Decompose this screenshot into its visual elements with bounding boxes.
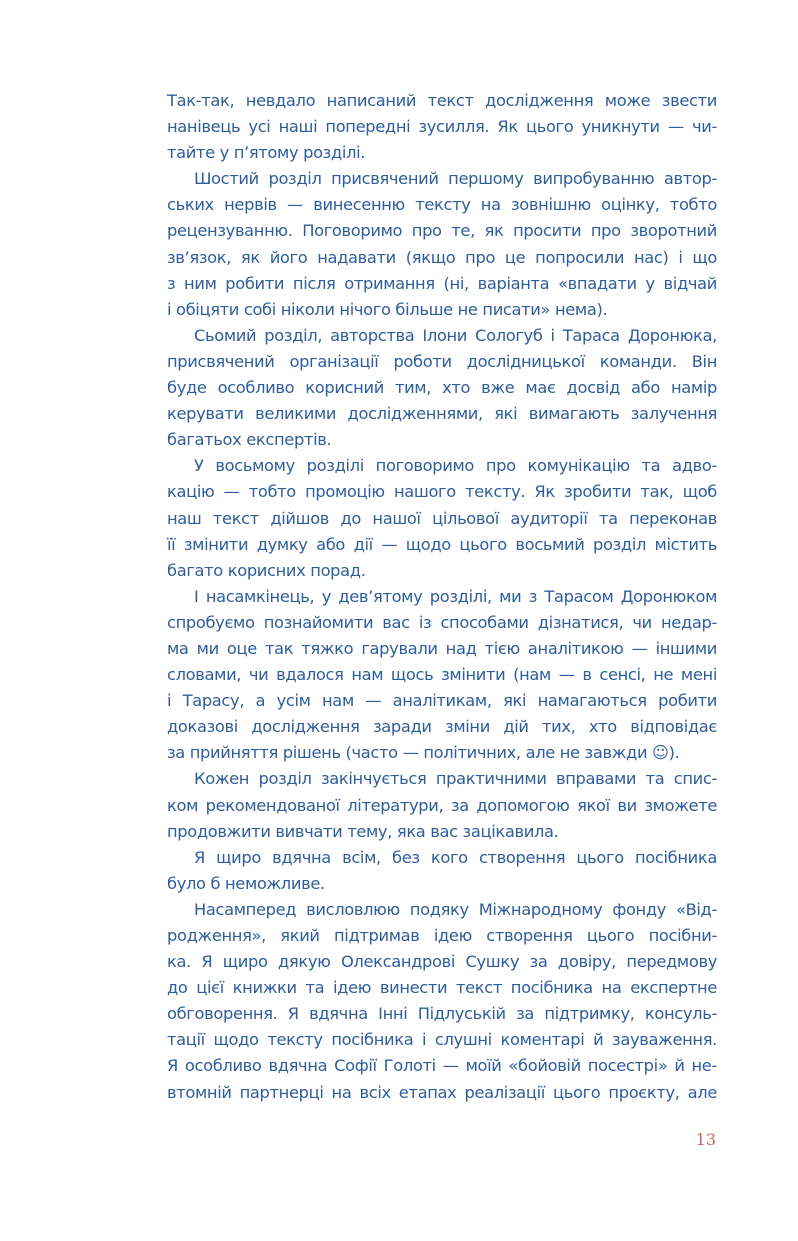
text-line: Я щиро вдячна всім, без кого створення цього посібника	[194, 847, 717, 867]
text-line: Сьомий розділ, авторства Ілони Сологуб і Тараса Доронюка,	[194, 325, 717, 345]
text-line: багатьох експертів.	[167, 430, 332, 450]
text-line: керувати великими дослідженнями, які вимагають залучення	[167, 404, 717, 424]
text-line: доказові дослідження заради зміни дій тих, хто відповідає	[167, 717, 717, 737]
text-line: обговорення. Я вдячна Інні Підлуській за підтримку, консуль-	[167, 1004, 717, 1024]
text-line: Насамперед висловлюю подяку Міжнародному фонду «Від-	[194, 899, 717, 919]
paragraph	[167, 323, 717, 453]
paragraph	[167, 766, 717, 844]
text-line: нанівець усі наші попередні зусилля. Як цього уникнути — чи-	[167, 117, 717, 137]
text-line: до цієї книжки та ідею винести текст посібника на експертне	[167, 978, 717, 998]
text-line: і Тарасу, а усім нам — аналітикам, які намагаються робити	[167, 691, 717, 711]
text-line: наш текст дійшов до нашої цільової аудиторії та переконав	[167, 508, 717, 528]
text-line: багато корисних порад.	[167, 560, 366, 580]
text-line: буде особливо корисний тим, хто вже має досвід або намір	[167, 378, 717, 398]
text-line: рецензуванню. Поговоримо про те, як просити про зворотний	[167, 221, 717, 241]
text-line: Кожен розділ закінчується практичними вправами та спис-	[194, 769, 717, 789]
text-line: тайте у п’ятому розділі.	[167, 143, 366, 163]
text-line: словами, чи вдалося нам щось змінити (нам — в сенсі, не мені	[167, 665, 717, 685]
text-line: кацію — тобто промоцію нашого тексту. Як зробити так, щоб	[167, 482, 717, 502]
text-line: ком рекомендованої літератури, за допомогою якої ви зможете	[167, 795, 717, 815]
text-line: було б неможливе.	[167, 873, 325, 893]
text-line: ських нервів — винесенню тексту на зовнішню оцінку, тобто	[167, 195, 717, 215]
text-line: ма ми оце так тяжко гарували над тією аналітикою — іншими	[167, 638, 717, 658]
paragraph	[167, 88, 717, 166]
paragraph	[167, 584, 717, 767]
document-body	[167, 88, 717, 1106]
text-line: Так-так, невдало написаний текст дослідження може звести	[167, 91, 717, 110]
text-line: за прийняття рішень (часто — політичних, але не завжди ☺).	[167, 743, 680, 763]
text-line: ка. Я щиро дякую Олександрові Сушку за довіру, передмову	[167, 952, 717, 972]
text-line: продовжити вивчати тему, яка вас зацікавила.	[167, 821, 559, 841]
paragraph	[167, 166, 717, 323]
text-line: її змінити думку або дії — щодо цього восьмий розділ містить	[167, 534, 717, 554]
text-line: Я особливо вдячна Софії Голоті — моїй «бойовій посестрі» й не-	[167, 1056, 717, 1076]
paragraph	[167, 897, 717, 1106]
text-line: Шостий розділ присвячений першому випробуванню автор-	[194, 169, 717, 189]
text-line: втомній партнерці на всіх етапах реалізації цього проєкту, але	[167, 1082, 717, 1102]
text-line: присвячений організації роботи дослідницької команди. Він	[167, 351, 717, 371]
page-number: 13	[695, 1130, 716, 1149]
text-line: з ним робити після отримання (ні, варіанта «впадати у відчай	[167, 273, 717, 293]
text-line: тації щодо тексту посібника і слушні коментарі й зауваження.	[167, 1030, 717, 1050]
text-line: спробуємо познайомити вас із способами дізнатися, чи недар-	[167, 612, 717, 632]
text-line: родження», який підтримав ідею створення цього посібни-	[167, 926, 717, 945]
paragraph	[167, 453, 717, 583]
text-line: і обіцяти собі ніколи нічого більше не писати» нема).	[167, 299, 608, 319]
text-line: зв’язок, як його надавати (якщо про це попросили нас) і що	[167, 247, 717, 267]
paragraph	[167, 845, 717, 897]
text-line: І насамкінець, у дев’ятому розділі, ми з Тарасом Доронюком	[194, 586, 717, 606]
text-line: У восьмому розділі поговоримо про комунікацію та адво-	[194, 456, 717, 476]
